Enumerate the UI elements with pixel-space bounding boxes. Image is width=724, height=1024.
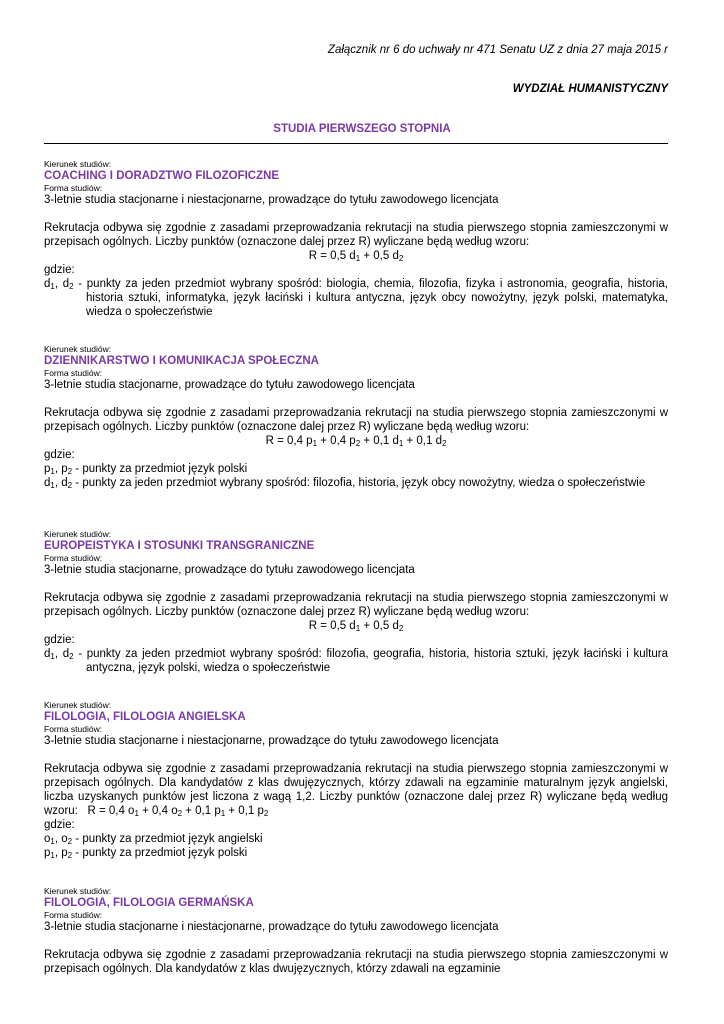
program-label: Kierunek studiów: — [44, 344, 112, 354]
form-label: Forma studiów: — [44, 368, 103, 378]
definition: $p_1$, $p_2$ - punkty za przedmiot język polski — [44, 847, 248, 860]
recruitment-text: Rekrutacja odbywa się zgodnie z zasadami przeprowadzania rekrutacji na studia pierwszego stopnia zamieszczonymi w przepisach ogólnych. Dla kandydatów z klas dwujęzycznych, którzy zdawali na egzaminie — [44, 949, 668, 975]
definition: $o_1$, $o_2$ - punkty za przedmiot język angielski — [44, 833, 263, 846]
program-section-european-studies — [44, 529, 668, 675]
program-name: FILOLOGIA, FILOLOGIA ANGIELSKA — [44, 711, 246, 723]
attachment-header: Załącznik nr 6 do uchwały nr 471 Senatu UZ z dnia 27 maja 2015 r — [327, 44, 668, 56]
recruitment-text: Rekrutacja odbywa się zgodnie z zasadami przeprowadzania rekrutacji na studia pierwszego stopnia zamieszczonymi w przepisach ogólnych. Liczby punktów (oznaczone dalej przez R) wyliczane będą według wzoru: — [44, 222, 668, 248]
where-label: gdzie: — [44, 264, 75, 276]
recruitment-text: Rekrutacja odbywa się zgodnie z zasadami przeprowadzania rekrutacji na studia pierwszego stopnia zamieszczonymi w przepisach ogólnych. Liczby punktów (oznaczone dalej przez R) wyliczane będą według wzoru: — [44, 592, 668, 618]
faculty-name: WYDZIAŁ HUMANISTYCZNY — [512, 83, 668, 95]
recruitment-text: Rekrutacja odbywa się zgodnie z zasadami przeprowadzania rekrutacji na studia pierwszego stopnia zamieszczonymi w przepisach ogólnych. Dla kandydatów z klas dwujęzycznych, którzy zdawali na egzaminie maturalnym język angielski, liczba uzyskanych punktów jest liczona z wagą 1,2. Liczby punktów (oznaczone dalej przez R) wyliczane będą według wzoru: R = 0,4 $o_1 + 0,4$ $o_2 + 0,1$ $p_1 + 0,1$ $p_2$ — [44, 763, 668, 818]
form-label: Forma studiów: — [44, 553, 103, 563]
study-form: 3-letnie studia stacjonarne, prowadzące do tytułu zawodowego licencjata — [44, 564, 415, 576]
formula: R = 0,4 $p_1 + 0,4$ $p_2 + 0,1$ $d_1 + 0,1$ $d_2$ — [265, 435, 447, 448]
where-label: gdzie: — [44, 819, 75, 831]
program-name: DZIENNIKARSTWO I KOMUNIKACJA SPOŁECZNA — [44, 355, 319, 367]
program-section-coaching — [44, 159, 668, 319]
program-section-journalism — [44, 344, 668, 490]
study-level-title: STUDIA PIERWSZEGO STOPNIA — [273, 123, 451, 135]
program-section-english-philology — [44, 700, 668, 860]
form-label: Forma studiów: — [44, 724, 103, 734]
program-section-german-philology — [44, 886, 668, 976]
program-name: EUROPEISTYKA I STOSUNKI TRANSGRANICZNE — [44, 540, 315, 552]
definition: $p_1$, $p_2$ - punkty za przedmiot język polski — [44, 463, 248, 476]
divider — [44, 143, 668, 144]
program-name: COACHING I DORADZTWO FILOZOFICZNE — [44, 170, 280, 182]
recruitment-text: Rekrutacja odbywa się zgodnie z zasadami przeprowadzania rekrutacji na studia pierwszego stopnia zamieszczonymi w przepisach ogólnych. Liczby punktów (oznaczone dalej przez R) wyliczane będą według wzoru: — [44, 407, 668, 433]
formula: R = 0,5 $d_1 + 0,5$ $d_2$ — [308, 250, 404, 263]
definition: $d_1$, $d_2$ - punkty za jeden przedmiot wybrany spośród: filozofia, geografia, historia, historia sztuki, język łaciński i kultura antyczna, język polski, wiedza o społeczeństwie — [44, 648, 668, 674]
program-name: FILOLOGIA, FILOLOGIA GERMAŃSKA — [44, 897, 254, 909]
program-label: Kierunek studiów: — [44, 700, 112, 710]
study-form: 3-letnie studia stacjonarne i niestacjonarne, prowadzące do tytułu zawodowego licencjata — [44, 735, 499, 747]
program-label: Kierunek studiów: — [44, 159, 112, 169]
definition: $d_1$, $d_2$ - punkty za jeden przedmiot wybrany spośród: filozofia, historia, język obcy nowożytny, wiedza o społeczeństwie — [44, 477, 646, 490]
where-label: gdzie: — [44, 449, 75, 461]
definition: $d_1$, $d_2$ - punkty za jeden przedmiot wybrany spośród: biologia, chemia, filozofia, fizyka i astronomia, geografia, historia, historia sztuki, informatyka, język łaciński i kultura antyczna, język obcy nowożytny, język polski, matematyka, wiedza o społeczeństwie — [44, 278, 668, 318]
program-label: Kierunek studiów: — [44, 886, 112, 896]
study-form: 3-letnie studia stacjonarne, prowadzące do tytułu zawodowego licencjata — [44, 379, 415, 391]
where-label: gdzie: — [44, 634, 75, 646]
form-label: Forma studiów: — [44, 183, 103, 193]
formula: R = 0,5 $d_1 + 0,5$ $d_2$ — [308, 620, 404, 633]
program-label: Kierunek studiów: — [44, 529, 112, 539]
study-form: 3-letnie studia stacjonarne i niestacjonarne, prowadzące do tytułu zawodowego licencjata — [44, 921, 499, 933]
study-form: 3-letnie studia stacjonarne i niestacjonarne, prowadzące do tytułu zawodowego licencjata — [44, 194, 499, 206]
form-label: Forma studiów: — [44, 910, 103, 920]
